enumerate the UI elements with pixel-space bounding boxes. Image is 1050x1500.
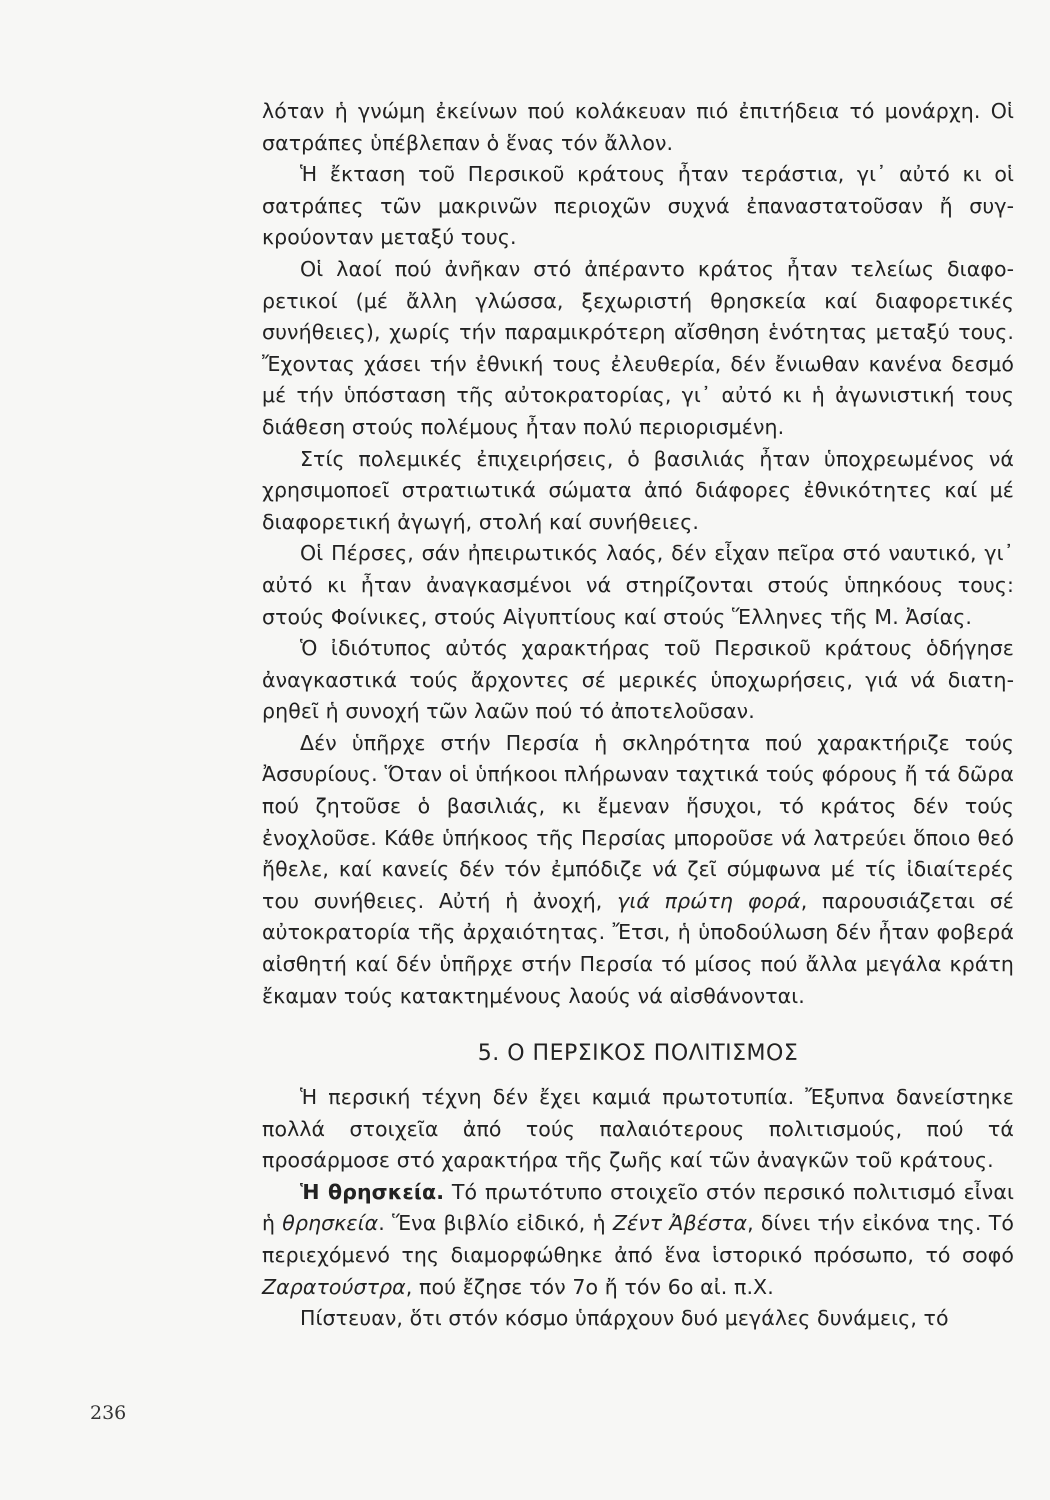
paragraph-2: Ἡ ἔκταση τοῦ Περσικοῦ κράτους ἦταν τεράστια, γι᾽ αὐτό κι οἱ σατράπες τῶν μακρινῶν περιοχῶν συχνά ἐπαναστατοῦσαν ἤ συγκρούονταν μεταξύ τους. (262, 162, 1014, 250)
italic-term: Ζέντ Ἀβέστα (612, 1211, 748, 1236)
paragraph-1: λόταν ἡ γνώμη ἐκείνων πού κολάκευαν πιό ἐπιτήδεια τό μονάρχη. Οἱ σατράπες ὑπέβλεπαν ὁ ἕνας τόν ἄλλον. (262, 99, 1014, 155)
section-heading: 5. Ο ΠΕΡΣΙΚΟΣ ΠΟΛΙΤΙΣΜΟΣ (477, 1041, 799, 1066)
text-run: . Ἕνα βιβλίο εἰδικό, ἡ (378, 1211, 613, 1236)
italic-term: Ζαρατούστρα (262, 1274, 406, 1299)
italic-term: θρησκεία (282, 1211, 379, 1236)
paragraph-7: Δέν ὑπῆρχε στήν Περσία ἡ σκληρότητα πού χαρακτήριζε τούς Ἀσσυρίους. Ὅταν οἱ ὑπήκοοι πλήρωναν ταχτικά τούς φόρους ἤ τά δῶρα πού ζητοῦσε ὁ βασιλιάς, κι ἔμεναν ἥσυχοι, τό κράτος δέν τούς ἐνοχλοῦσε. Κάθε ὑπήκοος τῆς Περσίας μποροῦσε νά λατρεύει ὅποιο θεό ἤθελε, καί κανείς δέν τόν ἐμπόδιζε νά ζεῖ σύμφωνα μέ τίς ἰδιαίτερές του συνήθειες. Αὐτή ἡ ἀνοχή, γιά πρώτη φορά, παρουσιάζεται σέ αὐτοκρατορία τῆς ἀρχαιότητας. Ἔτσι, ἡ ὑποδούλωση δέν ἦταν φοβερά αἰσθητή καί δέν ὑπῆρχε στήν Περσία τό μίσος πού ἄλλα μεγάλα κράτη ἔκαμαν τούς κατακτημένους λαούς νά αἰσθάνονται. (262, 730, 1014, 1008)
text-run: Τό πρωτότυπο στοιχεῖο στόν περσικό πολιτισμό εἶναι ἡ (262, 1179, 1014, 1236)
paragraph-7-end: παρουσιάζεται σέ αὐτοκρατορία τῆς ἀρχαιότητας. Ἔτσι, ἡ ὑποδούλωση δέν ἦταν φοβερά αἰσθητή καί δέν ὑπῆρχε στήν Περσία τό μίσος πού ἄλλα μεγάλα κράτη ἔκαμαν τούς κατακτημένους λαούς νά αἰσθάνονται. (262, 888, 1014, 1008)
paragraph-7-start: Δέν ὑπῆρχε στήν Περσία ἡ σκληρότητα πού χαρακτήριζε τούς Ἀσσυρίους. Ὅταν οἱ ὑπήκοοι πλήρωναν ταχτικά τούς φόρους ἤ τά δῶρα πού ζητοῦσε ὁ βασιλιάς, κι ἔμεναν ἥσυχοι, τό κράτος δέν τούς ἐνοχλοῦσε. Κάθε ὑπήκοος τῆς Περσίας μποροῦσε νά λατρεύει ὅποιο θεό ἤθελε, καί κανείς δέν τόν ἐμπόδιζε νά ζεῖ σύμφωνα μέ τίς ἰδιαίτερές του συνήθειες. Αὐτή ἡ ἀνοχή, (262, 730, 1014, 913)
section-paragraph-1: Ἡ περσική τέχνη δέν ἔχει καμιά πρωτοτυπία. Ἔξυπνα δανείστηκε πολλά στοιχεῖα ἀπό τούς παλαιότερους πολιτισμούς, πού τά προσάρμοσε στό χαρακτήρα τῆς ζωῆς καί τῶν ἀναγκῶν τοῦ κράτους. (262, 1085, 1014, 1173)
page-number: 236 (90, 1402, 127, 1424)
body-text-lower (262, 1082, 1014, 1335)
text-run: , πού ἔζησε τόν 7ο ἤ τόν 6ο αἰ. π.Χ. (405, 1274, 774, 1299)
italic-phrase: γιά πρώτη φορά (617, 888, 801, 913)
body-text-upper (262, 96, 1014, 1012)
paragraph-4: Στίς πολεμικές ἐπιχειρήσεις, ὁ βασιλιάς ἦταν ὑποχρεωμένος νά χρησιμοποεῖ στρατιωτικά σώματα ἀπό διάφορες ἐθνικότητες καί μέ διαφορετική ἀγωγή, στολή καί συνήθειες. (262, 446, 1014, 534)
paragraph-3: Οἱ λαοί πού ἀνῆκαν στό ἀπέραντο κράτος ἦταν τελείως διαφορετικοί (μέ ἄλλη γλώσσα, ξεχωριστή θρησκεία καί διαφορετικές συνήθειες), χωρίς τήν παραμικρότερη αἴσθηση ἑνότητας μεταξύ τους. Ἔχοντας χάσει τήν ἐθνική τους ἐλευθερία, δέν ἔνιωθαν κανένα δεσμό μέ τήν ὑπόσταση τῆς αὐτοκρατορίας, γι᾽ αὐτό κι ἡ ἀγωνιστική τους διάθεση στούς πολέμους ἦταν πολύ περιορισμένη. (262, 256, 1014, 439)
religion-subheading: Ἡ θρησκεία. (300, 1179, 445, 1204)
paragraph-6: Ὁ ἰδιότυπος αὐτός χαρακτήρας τοῦ Περσικοῦ κράτους ὁδήγησε ἀναγκαστικά τούς ἄρχοντες σέ μερικές ὑποχωρήσεις, γιά νά διατηρηθεῖ ἡ συνοχή τῶν λαῶν πού τό ἀποτελοῦσαν. (262, 636, 1014, 724)
paragraph-5: Οἱ Πέρσες, σάν ἠπειρωτικός λαός, δέν εἶχαν πεῖρα στό ναυτικό, γι᾽ αὐτό κι ἦταν ἀναγκασμένοι νά στηρίζονται στούς ὑπηκόους τους: στούς Φοίνικες, στούς Αἰγυπτίους καί στούς Ἕλληνες τῆς Μ. Ἀσίας. (262, 541, 1014, 629)
text-run: , δίνει τήν εἰκόνα της. Τό περιεχόμενό της διαμορφώθηκε ἀπό ἕνα ἱστορικό πρόσωπο, τό σοφό (262, 1211, 1014, 1267)
section-paragraph-3: Πίστευαν, ὅτι στόν κόσμο ὑπάρχουν δυό μεγάλες δυνάμεις, τό (300, 1306, 949, 1331)
section-paragraph-2 (262, 1177, 1014, 1303)
